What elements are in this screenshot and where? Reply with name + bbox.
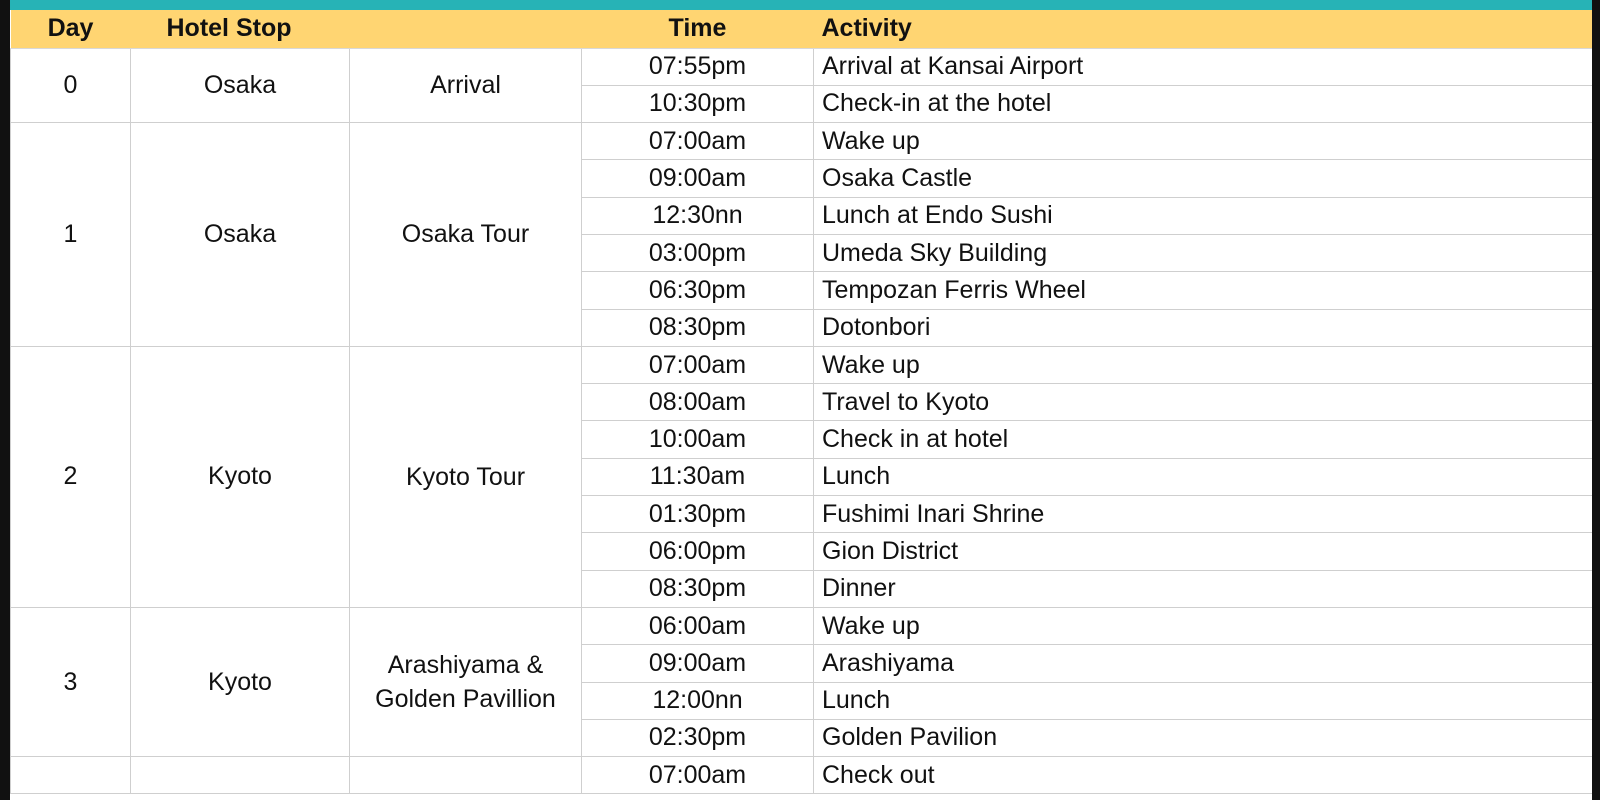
top-accent-bar	[0, 0, 1600, 10]
activity-time: 09:00am	[582, 160, 814, 197]
activity-name: Golden Pavilion	[814, 719, 1593, 756]
activity-time: 08:00am	[582, 384, 814, 421]
right-frame-edge	[1592, 0, 1600, 800]
table-row	[11, 123, 1593, 160]
activity-name: Lunch at Endo Sushi	[814, 197, 1593, 234]
activity-name: Arrival at Kansai Airport	[814, 48, 1593, 85]
activity-time: 09:00am	[582, 645, 814, 682]
activity-name: Wake up	[814, 123, 1593, 160]
activity-time: 07:00am	[582, 346, 814, 383]
activity-time: 01:30pm	[582, 496, 814, 533]
table-row	[11, 757, 1593, 794]
table-header-row	[11, 10, 1593, 48]
table-row	[11, 48, 1593, 85]
activity-time: 08:30pm	[582, 309, 814, 346]
activity-time: 08:30pm	[582, 570, 814, 607]
day-number	[11, 757, 131, 794]
hotel-stop: Kyoto	[131, 346, 350, 607]
hotel-stop: Osaka	[131, 48, 350, 123]
activity-name: Osaka Castle	[814, 160, 1593, 197]
activity-name: Gion District	[814, 533, 1593, 570]
day-plan: Kyoto Tour	[350, 346, 582, 607]
day-number: 3	[11, 607, 131, 756]
activity-name: Check out	[814, 757, 1593, 794]
activity-name: Fushimi Inari Shrine	[814, 496, 1593, 533]
activity-time: 10:00am	[582, 421, 814, 458]
day-plan: Arrival	[350, 48, 582, 123]
activity-time: 02:30pm	[582, 719, 814, 756]
activity-time: 10:30pm	[582, 85, 814, 122]
activity-time: 07:00am	[582, 757, 814, 794]
day-plan	[350, 757, 582, 794]
itinerary-table	[10, 10, 1593, 794]
activity-name: Wake up	[814, 346, 1593, 383]
activity-name: Wake up	[814, 607, 1593, 644]
day-number: 2	[11, 346, 131, 607]
header-day: Day	[11, 10, 131, 48]
header-time: Time	[582, 10, 814, 48]
activity-time: 07:00am	[582, 123, 814, 160]
activity-time: 12:00nn	[582, 682, 814, 719]
activity-name: Check-in at the hotel	[814, 85, 1593, 122]
day-plan-line: Arashiyama &	[387, 651, 544, 680]
activity-time: 06:30pm	[582, 272, 814, 309]
left-frame-edge	[0, 0, 10, 800]
day-number: 1	[11, 123, 131, 347]
header-plan	[350, 10, 582, 48]
day-plan-line: Golden Pavillion	[375, 685, 556, 714]
activity-name: Lunch	[814, 458, 1593, 495]
day-plan: Osaka Tour	[350, 123, 582, 347]
activity-name: Dotonbori	[814, 309, 1593, 346]
header-activity: Activity	[814, 10, 1593, 48]
activity-time: 12:30nn	[582, 197, 814, 234]
activity-name: Arashiyama	[814, 645, 1593, 682]
day-plan	[350, 607, 582, 756]
activity-name: Check in at hotel	[814, 421, 1593, 458]
activity-time: 03:00pm	[582, 234, 814, 271]
hotel-stop: Osaka	[131, 123, 350, 347]
table-row	[11, 607, 1593, 644]
header-hotel-stop: Hotel Stop	[131, 10, 350, 48]
activity-name: Umeda Sky Building	[814, 234, 1593, 271]
activity-name: Lunch	[814, 682, 1593, 719]
hotel-stop	[131, 757, 350, 794]
activity-time: 11:30am	[582, 458, 814, 495]
day-number: 0	[11, 48, 131, 123]
activity-time: 06:00am	[582, 607, 814, 644]
activity-name: Travel to Kyoto	[814, 384, 1593, 421]
activity-time: 06:00pm	[582, 533, 814, 570]
hotel-stop: Kyoto	[131, 607, 350, 756]
activity-time: 07:55pm	[582, 48, 814, 85]
activity-name: Tempozan Ferris Wheel	[814, 272, 1593, 309]
table-row	[11, 346, 1593, 383]
activity-name: Dinner	[814, 570, 1593, 607]
